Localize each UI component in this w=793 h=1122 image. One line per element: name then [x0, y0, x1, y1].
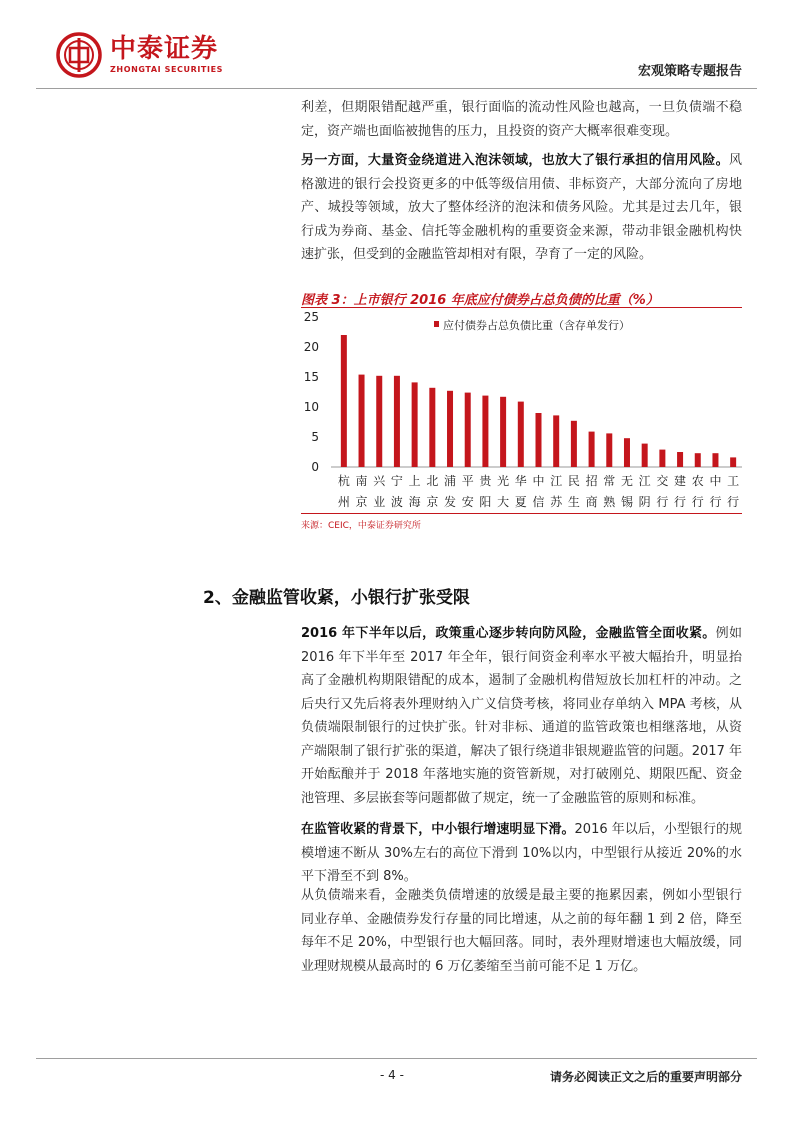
x-tick-label: 京 — [355, 495, 368, 509]
bar-chart — [301, 310, 742, 514]
x-tick-label: 发 — [444, 495, 457, 509]
legend-label: 应付债券占总负债比重（含存单发行） — [443, 319, 630, 332]
bar — [659, 450, 665, 467]
x-tick-label: 州 — [337, 495, 350, 509]
x-tick-label: 行 — [709, 495, 722, 509]
zhongtai-logo-icon — [56, 32, 102, 78]
x-tick-label: 苏 — [550, 495, 563, 509]
bar — [553, 415, 559, 467]
bar — [341, 335, 347, 467]
bar — [482, 396, 488, 467]
bar — [730, 457, 736, 467]
body-text: 2016 年以后，小型银行的规模增速不断从 30%左右的高位下滑到 10%以内，中型银行从接近 20%的水平下滑至不到 8%。 — [301, 822, 742, 884]
bar — [394, 376, 400, 467]
header-divider — [36, 88, 757, 89]
page-header — [52, 28, 742, 88]
x-tick-label: 大 — [497, 495, 510, 509]
x-tick-label: 杭 — [337, 474, 350, 488]
x-tick-label: 浦 — [444, 474, 457, 488]
x-tick-label: 宁 — [390, 474, 403, 488]
body-text: 例如 2016 年下半年至 2017 年全年，银行间资金利率水平被大幅抬升，明显抬高了金融机构期限错配的成本，遏制了金融机构借短放长加杠杆的冲动。之后央行又先后将表外理财纳入广义信贷考核，将同业存单纳入 MPA 考核，从负债端限制银行的过快扩张。针对非标、通道的监管政策也相继落地，从资产端限制了银行扩张的渠道，解决了银行绕道非银规避监管的问题。2017 年开始酝酿并于 2018 年落地实施的资管新规，对打破刚兑、期限匹配、资金池管理、多层嵌套等问题都做了规定，统一了金融监管的原则和标准。 — [301, 626, 742, 806]
x-tick-label: 阴 — [638, 495, 651, 509]
bar — [571, 421, 577, 467]
bar — [536, 413, 542, 467]
section-heading: 2、金融监管收紧，小银行扩张受限 — [203, 588, 470, 608]
figure-source: 来源：CEIC，中泰证券研究所 — [301, 521, 421, 531]
x-tick-label: 北 — [426, 474, 439, 488]
x-tick-label: 招 — [585, 474, 598, 488]
page-number-value: 4 — [388, 1068, 396, 1082]
x-tick-label: 中 — [532, 474, 545, 488]
x-tick-label: 行 — [691, 495, 704, 509]
x-tick-label: 海 — [408, 495, 421, 509]
body-text: 风格激进的银行会投资更多的中低等级信用债、非标资产，大部分流向了房地产、城投等领域，放大了整体经济的泡沫和债务风险。尤其是过去几年，银行成为券商、基金、信托等金融机构的重要资金来源，带动非银金融机构快速扩张，但受到的金融监管却相对有限，孕育了一定的风险。 — [301, 153, 742, 262]
x-tick-label: 安 — [461, 495, 474, 509]
x-tick-label: 民 — [567, 474, 580, 488]
bar — [412, 382, 418, 467]
y-tick-label: 10 — [303, 400, 319, 414]
x-tick-label: 华 — [514, 474, 527, 488]
x-tick-label: 中 — [709, 474, 722, 488]
disclaimer-note: 请务必阅读正文之后的重要声明部分 — [549, 1070, 742, 1084]
x-tick-label: 光 — [497, 474, 510, 488]
y-tick-label: 15 — [303, 370, 319, 384]
page-number: - 4 - — [380, 1068, 404, 1082]
bar — [642, 444, 648, 467]
bar — [500, 397, 506, 467]
x-tick-label: 行 — [674, 495, 687, 509]
paragraph-4 — [301, 818, 742, 889]
paragraph-1 — [301, 96, 742, 143]
x-tick-label: 信 — [532, 495, 545, 509]
bar — [376, 376, 382, 467]
emphasis-text: 2016 年下半年以后，政策重心逐步转向防风险，金融监管全面收紧。 — [301, 626, 716, 641]
x-tick-label: 常 — [603, 474, 616, 488]
x-tick-label: 行 — [656, 495, 669, 509]
x-tick-label: 工 — [727, 474, 740, 488]
x-tick-label: 江 — [550, 474, 563, 488]
x-tick-label: 商 — [585, 495, 598, 509]
x-tick-label: 江 — [638, 474, 651, 488]
emphasis-text: 另一方面，大量资金绕道进入泡沫领域，也放大了银行承担的信用风险。 — [301, 153, 729, 168]
body-text: 利差，但期限错配越严重，银行面临的流动性风险也越高，一旦负债端不稳定，资产端也面临被抛售的压力，且投资的资产大概率很难变现。 — [301, 100, 742, 139]
emphasis-text: 在监管收紧的背景下，中小银行增速明显下滑。 — [301, 822, 575, 837]
x-tick-label: 农 — [691, 474, 704, 488]
bar — [589, 432, 595, 467]
x-tick-label: 南 — [355, 474, 368, 488]
bar — [677, 452, 683, 467]
chart-canvas — [301, 310, 742, 510]
x-tick-label: 交 — [656, 474, 669, 488]
body-text: 从负债端来看，金融类负债增速的放缓是最主要的拖累因素，例如小型银行同业存单、金融债券发行存量的同比增速，从之前的每年翻 1 到 2 倍，降至每年不足 20%，中型银行也大幅回落。同时，表外理财增速也大幅放缓，同业理财规模从最高时的 6 万亿萎缩至当前可能不足 1 万亿。 — [301, 888, 742, 974]
paragraph-5 — [301, 884, 742, 978]
x-tick-label: 夏 — [514, 495, 527, 509]
y-tick-label: 20 — [303, 340, 319, 354]
y-tick-label: 5 — [311, 430, 319, 444]
logo-subtext: ZHONGTAI SECURITIES — [110, 65, 223, 74]
bar — [429, 388, 435, 467]
bar — [712, 453, 718, 467]
x-tick-label: 阳 — [479, 495, 492, 509]
logo-text: 中泰证券 — [110, 34, 219, 64]
bar — [695, 453, 701, 467]
y-tick-label: 0 — [311, 460, 319, 474]
x-tick-label: 京 — [426, 495, 439, 509]
x-tick-label: 兴 — [373, 474, 386, 488]
paragraph-2 — [301, 149, 742, 267]
x-tick-label: 贵 — [479, 474, 492, 488]
legend-swatch — [434, 321, 439, 327]
x-tick-label: 业 — [373, 495, 386, 509]
bar — [465, 393, 471, 467]
bar — [447, 391, 453, 467]
x-tick-label: 生 — [567, 495, 580, 509]
footer-divider — [36, 1058, 757, 1059]
x-tick-label: 波 — [390, 495, 403, 509]
report-type: 宏观策略专题报告 — [637, 64, 742, 79]
bar — [606, 433, 612, 467]
bar — [518, 402, 524, 467]
x-tick-label: 平 — [461, 474, 474, 488]
figure-title: 图表 3：上市银行 2016 年底应付债券占总负债的比重（%） — [301, 289, 742, 308]
bar — [624, 438, 630, 467]
x-tick-label: 无 — [620, 474, 633, 488]
bar — [359, 375, 365, 467]
x-tick-label: 熟 — [603, 495, 616, 509]
y-tick-label: 25 — [303, 310, 319, 324]
x-tick-label: 行 — [727, 495, 740, 509]
x-tick-label: 锡 — [620, 495, 633, 509]
paragraph-3 — [301, 622, 742, 810]
x-tick-label: 上 — [408, 474, 421, 488]
x-tick-label: 建 — [674, 474, 687, 488]
figure-bottom-rule — [301, 513, 742, 514]
